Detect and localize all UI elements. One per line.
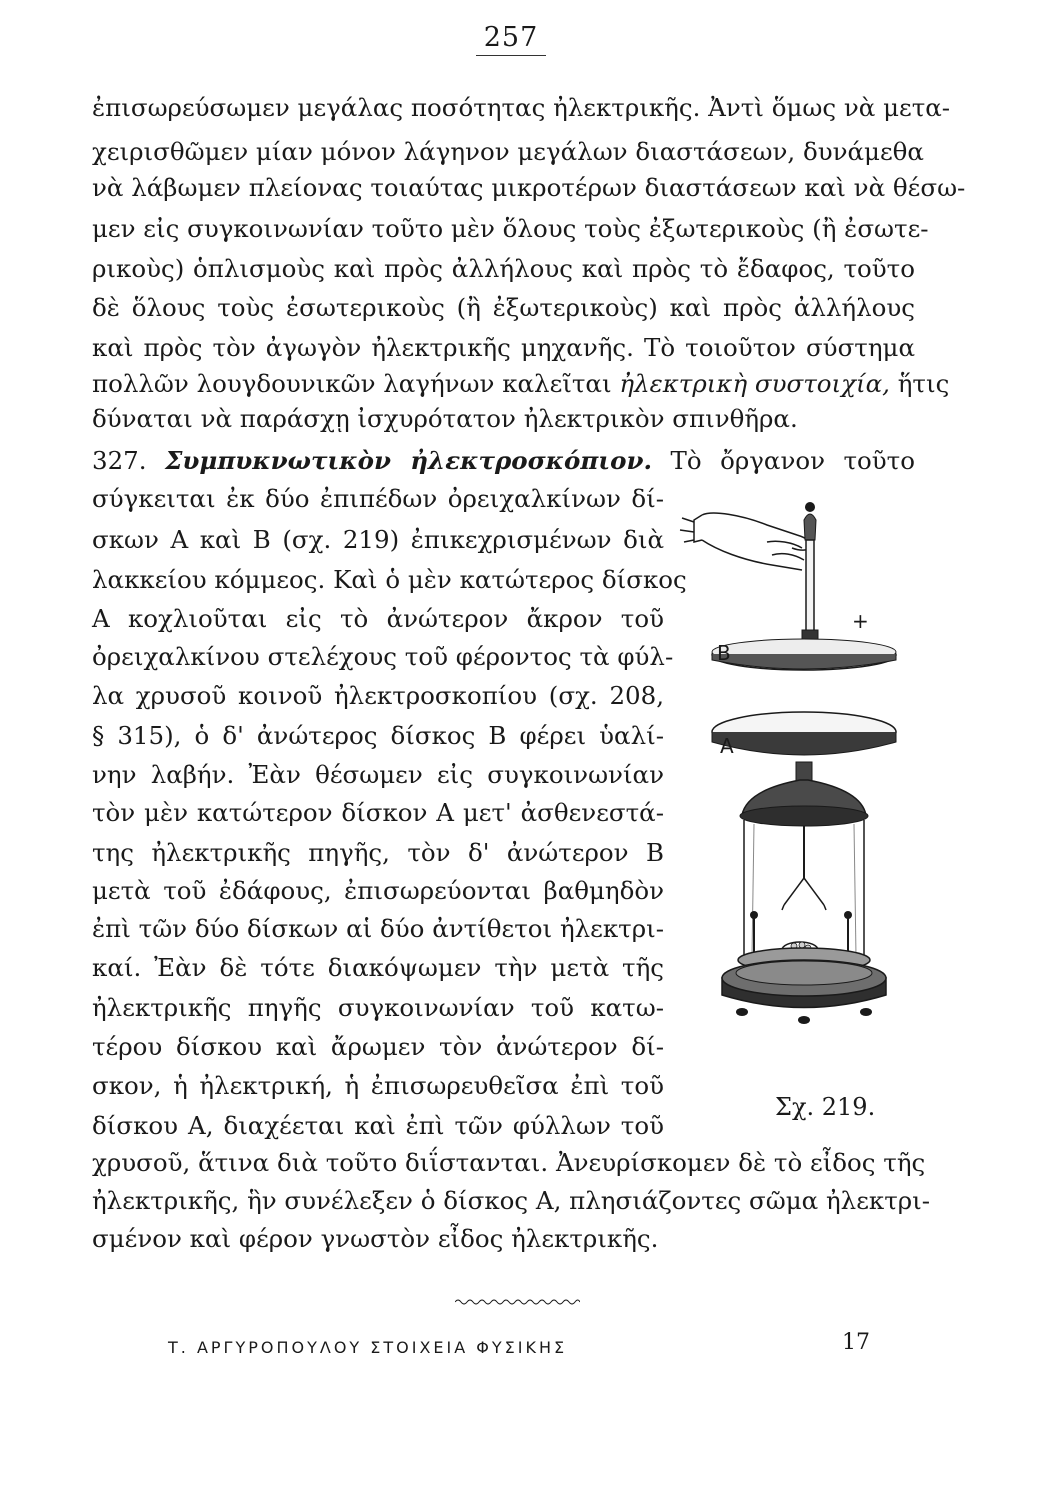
sheet-number: 17 [842,1330,870,1355]
text-line: σκον, ἡ ἠλεκτρική, ἡ ἐπισωρευθεῖσα ἐπὶ τοῦ [92,1071,664,1100]
ornament-divider [455,1296,580,1308]
footer-book-title: Τ. ΑΡΓΥΡΟΠΟΥΛΟΥ ΣΤΟΙΧΕΙΑ ΦΥΣΙΚΗΣ [168,1338,568,1357]
figure-label-b: B [717,641,731,665]
text-line: Α κοχλιοῦται εἰς τὸ ἀνώτερον ἄκρον τοῦ [92,604,664,633]
text-line: ὀρειχαλκίνου στελέχους τοῦ φέροντος τὰ φύλ- [92,642,674,671]
text-line: σμένον καὶ φέρον γνωστὸν εἶδος ἠλεκτρικῆς. [92,1224,659,1253]
text-line: χρυσοῦ, ἅτινα διὰ τοῦτο διΐστανται. Ἀνευρίσκομεν δὲ τὸ εἶδος τῆς [92,1148,926,1177]
section-heading-line [92,443,915,479]
glass-handle [802,502,818,648]
text-line: μεν εἰς συγκοινωνίαν τοῦτο μὲν ὅλους τοὺς ἐξωτερικοὺς (ἢ ἐσωτε- [92,214,929,243]
text-line: λα χρυσοῦ κοινοῦ ἠλεκτροσκοπίου (σχ. 208, [92,681,664,710]
section-title: Συμπυκνωτικὸν ἠλεκτροσκόπιον. [165,446,653,475]
text-line: δύναται νὰ παράσχῃ ἰσχυρότατον ἠλεκτρικὸν σπινθῆρα. [92,404,798,433]
text-line: ἠλεκτρικῆς, ἣν συνέλεξεν ὁ δίσκος Α, πλησιάζοντες σῶμα ἠλεκτρι- [92,1186,931,1215]
figure-label-a: A [720,734,734,758]
text-line: μετὰ τοῦ ἐδάφους, ἐπισωρεύονται βαθμηδὸν [92,876,664,905]
electroscope-body [722,780,886,1024]
figure-caption: Σχ. 219. [775,1093,876,1121]
text-line: ἠλεκτρικῆς πηγῆς συγκοινωνίαν τοῦ κατω- [92,993,664,1022]
term-electric-battery: ἠλεκτρικὴ συστοιχία, [619,369,890,398]
text-line: λακκείου κόμμεος. Καὶ ὁ μὲν κατώτερος δίσκος [92,565,687,594]
condensing-electroscope-figure [672,480,922,1120]
text-line: δὲ ὅλους τοὺς ἐσωτερικοὺς (ἢ ἐξωτερικοὺς) καὶ πρὸς ἀλλήλους [92,293,915,322]
text-line: τέρου δίσκου καὶ ἄρωμεν τὸν ἀνώτερον δί- [92,1032,664,1061]
text-line: σκων Α καὶ Β (σχ. 219) ἐπικεχρισμένων διὰ [92,525,664,554]
text-line: § 315), ὁ δ' ἀνώτερος δίσκος Β φέρει ὑαλί- [92,721,664,750]
text-line: ἐπισωρεύσωμεν μεγάλας ποσότητας ἠλεκτρικῆς. Ἀντὶ ὅμως νὰ μετα- [92,93,951,122]
text-line: καὶ πρὸς τὸν ἀγωγὸν ἠλεκτρικῆς μηχανῆς. Τὸ τοιοῦτον σύστημα [92,333,915,362]
text-line: νὰ λάβωμεν πλείονας τοιαύτας μικροτέρων διαστάσεων καὶ νὰ θέσω- [92,173,966,202]
text-line: σύγκειται ἐκ δύο ἐπιπέδων ὀρειχαλκίνων δί- [92,484,664,513]
text-line: τὸν μὲν κατώτερον δίσκον Α μετ' ἀσθενεστά- [92,798,664,827]
text-line: νην λαβήν. Ἐὰν θέσωμεν εἰς συγκοινωνίαν [92,760,664,789]
disk-a [712,712,896,782]
text-line: δίσκου Α, διαχέεται καὶ ἐπὶ τῶν φύλλων τοῦ [92,1111,664,1140]
figure-plus-sign: + [852,609,869,633]
text-line: της ἠλεκτρικῆς πηγῆς, τὸν δ' ἀνώτερον Β [92,838,664,867]
disk-b [712,639,896,670]
page-number: 257 [476,22,546,56]
text-segment: Τὸ ὄργανον τοῦτο [670,446,915,475]
text-line: καί. Ἐὰν δὲ τότε διακόψωμεν τὴν μετὰ τῆς [92,953,664,982]
text-segment: ἥτις [897,369,950,398]
section-number: 327. [92,446,147,475]
text-line-battery [92,366,950,402]
text-line: ἐπὶ τῶν δύο δίσκων αἱ δύο ἀντίθετοι ἠλεκτρι- [92,914,665,943]
text-segment: πολλῶν λουγδουνικῶν λαγήνων καλεῖται [92,369,612,398]
text-line: ρικοὺς) ὁπλισμοὺς καὶ πρὸς ἀλλήλους καὶ πρὸς τὸ ἔδαφος, τοῦτο [92,254,915,283]
text-line: χειρισθῶμεν μίαν μόνον λάγηνον μεγάλων διαστάσεων, δυνάμεθα [92,137,924,166]
